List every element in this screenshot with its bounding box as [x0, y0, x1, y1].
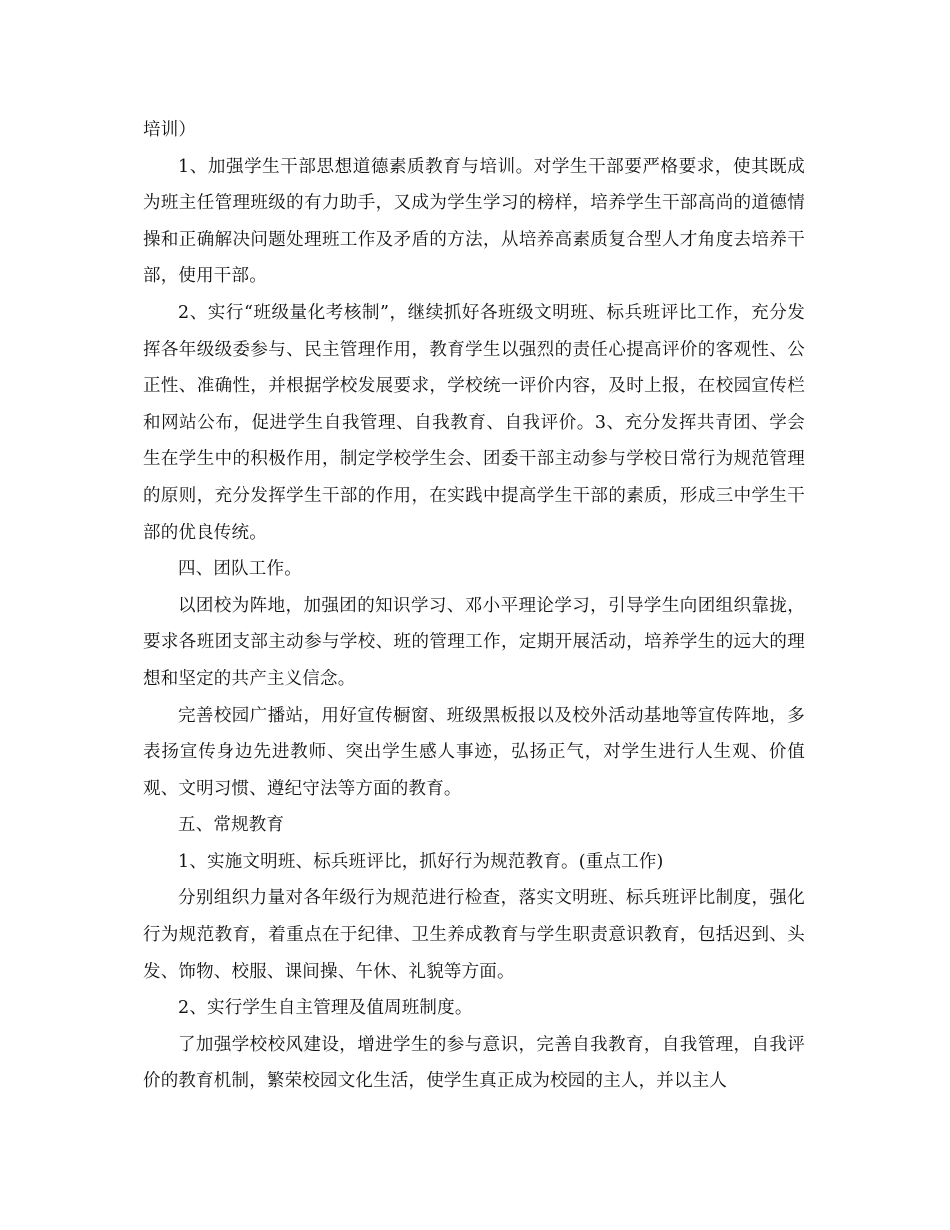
- paragraph-item-2: 2、实行“班级量化考核制”，继续抓好各班级文明班、标兵班评比工作，充分发挥各年级级委参与、民主管理作用，教育学生以强烈的责任心提高评价的客观性、公正性、准确性，并根据学校发展要求，学校统一评价内容，及时上报，在校园宣传栏和网站公布，促进学生自我管理、自我教育、自我评价。3、充分发挥共青团、学会生在学生中的积极作用，制定学校学生会、团委干部主动参与学校日常行为规范管理的原则，充分发挥学生干部的作用，在实践中提高学生干部的素质，形成三中学生干部的优良传统。: [143, 302, 805, 543]
- section-heading-team-work: 四、团队工作。: [178, 559, 302, 580]
- paragraph-inspection: 分别组织力量对各年级行为规范进行检查，落实文明班、标兵班评比制度，强化行为规范教育，着重点在于纪律、卫生养成教育与学生职责意识教育，包括迟到、头发、饰物、校服、课间操、午休、礼貌等方面。: [143, 888, 805, 982]
- paragraph-civilized-class: 1、实施文明班、标兵班评比，抓好行为规范教育。(重点工作): [178, 851, 664, 872]
- paragraph-item-1: 1、加强学生干部思想道德素质教育与培训。对学生干部要严格要求，使其既成为班主任管理班级的有力助手，又成为学生学习的榜样，培养学生干部高尚的道德情操和正确解决问题处理班工作及矛盾的方法，从培养高素质复合型人才角度去培养干部，使用干部。: [143, 156, 805, 287]
- document-body: [143, 112, 805, 1100]
- section-heading-routine-education: 五、常规教育: [178, 815, 285, 836]
- paragraph-self-management: 2、实行学生自主管理及值周班制度。: [178, 998, 473, 1019]
- paragraph-continuation: 培训）: [143, 120, 197, 140]
- paragraph-broadcast-station: 完善校园广播站，用好宣传橱窗、班级黑板报以及校外活动基地等宣传阵地，多表扬宣传身边先进教师、突出学生感人事迹，弘扬正气，对学生进行人生观、价值观、文明习惯、遵纪守法等方面的教育。: [143, 705, 805, 799]
- paragraph-team-school: 以团校为阵地，加强团的知识学习、邓小平理论学习，引导学生向团组织靠拢，要求各班团支部主动参与学校、班的管理工作，定期开展活动，培养学生的远大的理想和坚定的共产主义信念。: [143, 595, 805, 689]
- paragraph-school-spirit: 了加强学校校风建设，增进学生的参与意识，完善自我教育，自我管理，自我评价的教育机制，繁荣校园文化生活，使学生真正成为校园的主人，并以主人: [143, 1034, 805, 1092]
